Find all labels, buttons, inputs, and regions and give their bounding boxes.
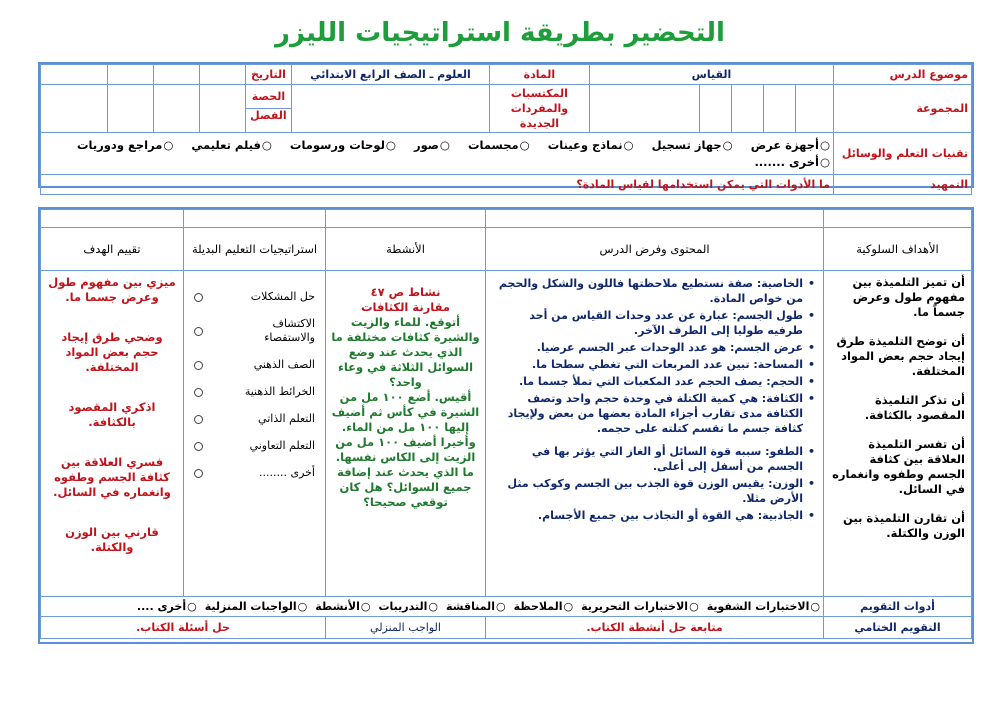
- content-item: • المساحة: تبين عدد المربعات التي تغطي سطحا ما.: [494, 357, 815, 372]
- content-item: • الطفو: سببه قوة السائل أو الغاز التي يؤثر بها في الجسم من أسفل إلى أعلى.: [494, 444, 815, 474]
- col-evaluation: تقييم الهدف: [41, 228, 184, 271]
- spacer-cell: [486, 210, 824, 228]
- goal-item: أن تقارن التلميذة بين الوزن والكتلة.: [843, 511, 965, 540]
- goal-item: أن تفسر التلميذة العلاقة بين كثافة الجسم وطفوه وانغماره في السائل.: [832, 437, 965, 496]
- goal-item: أن تميز التلميذة بين مفهوم طول وعرض جسماً ما.: [852, 275, 965, 319]
- material-value: العلوم ـ الصف الرابع الابتدائي: [291, 65, 489, 85]
- period-class-labels: [245, 85, 291, 133]
- strategy-item[interactable]: [194, 385, 315, 399]
- intro-value: ما الأدوات التي يمكن استخدامها لقياس المادة؟: [41, 175, 834, 195]
- strategy-item[interactable]: [194, 466, 315, 480]
- activity-line: ما الذي يحدث عند إضافة جميع السوائل؟ هل كان توقعي صحيحا؟: [337, 465, 474, 509]
- content-item: • عرض الجسم: هو عدد الوحدات عبر الجسم عرضيا.: [494, 340, 815, 355]
- group-cell[interactable]: [764, 85, 796, 133]
- class-label: الفصل: [250, 109, 287, 122]
- content-cell: [486, 271, 824, 597]
- period-cell[interactable]: [41, 85, 108, 133]
- bullet-icon: [194, 469, 203, 478]
- activities-cell: [326, 271, 486, 597]
- homework-label: الواجب المنزلي: [326, 617, 486, 639]
- col-content: المحتوى وفرض الدرس: [486, 228, 824, 271]
- bullet-icon: [194, 327, 203, 336]
- content-item: • الحجم: يصف الحجم عدد المكعبات التي تملأ جسما ما.: [494, 374, 815, 389]
- bullet-icon: [194, 361, 203, 370]
- activity-line: وأخيرا أضيف ١٠٠ مل من الزيت إلى الكاس نفسها.: [335, 435, 476, 464]
- strategy-item[interactable]: [194, 439, 315, 453]
- evaluation-item: فسري العلاقة بين كثافة الجسم وطفوه وانغماره في السائل.: [53, 455, 171, 499]
- group-cell[interactable]: [589, 85, 699, 133]
- strategy-label: الخرائط الذهنية: [244, 385, 315, 398]
- evaluation-list: [47, 275, 177, 555]
- bullet-icon: [194, 442, 203, 451]
- tool-homework[interactable]: ○ الواجبات المنزلية: [205, 600, 308, 613]
- activity-line: أتوقع. للماء والزيت والشيرة كثافات مختلفة ما الذي يحدث عند وضع السوائل الثلاثة في وعاء واحد؟: [331, 315, 480, 389]
- spacer-cell: [326, 210, 486, 228]
- material-label: المادة: [489, 65, 589, 85]
- evaluation-item: وضحي طرق إيجاد حجم بعض المواد المختلفة.: [61, 330, 163, 374]
- period-label: الحصة: [246, 90, 291, 109]
- main-frame: [38, 207, 974, 644]
- subject-value: القياس: [589, 65, 833, 85]
- date-label: التاريخ: [245, 65, 291, 85]
- content-item: • الخاصية: صفة نستطيع ملاحظتها فاللون والشكل والحجم من خواص المادة.: [494, 276, 815, 306]
- page-title: التحضير بطريقة استراتيجيات الليزر: [275, 18, 725, 48]
- activity-subtitle: مقارنة الكثافات: [361, 300, 450, 314]
- bullet-icon: [194, 293, 203, 302]
- goals-cell: [824, 271, 972, 597]
- goals-list: [830, 275, 965, 541]
- tool-observation[interactable]: ○ الملاحظة: [514, 600, 574, 613]
- group-label: المجموعة: [834, 85, 972, 133]
- intro-label: التمهيد: [834, 175, 972, 195]
- option-film[interactable]: ○ فيلم تعليمي: [191, 138, 272, 152]
- strategy-item[interactable]: [194, 358, 315, 372]
- goal-item: أن توضح التلميذة طرق إيجاد حجم بعض المواد المختلفة.: [836, 334, 965, 378]
- vocab-value[interactable]: [291, 85, 489, 133]
- option-references[interactable]: ○ مراجع ودوريات: [77, 138, 173, 152]
- tech-options: [44, 138, 830, 169]
- tool-exercises[interactable]: ○ التدريبات: [379, 600, 439, 613]
- bullet-icon: [194, 388, 203, 397]
- activity-line: أقيس. أضع ١٠٠ مل من الشيرة في كأس ثم أضيف إليها ١٠٠ مل من الماء.: [331, 390, 480, 434]
- header-frame: [38, 62, 974, 191]
- goal-item: أن تذكر التلميذة المقصود بالكثافة.: [864, 393, 965, 422]
- option-models[interactable]: ○ مجسمات: [468, 138, 530, 152]
- evaluation-item: اذكري المقصود بالكثافة.: [68, 400, 156, 429]
- option-samples[interactable]: ○ نماذج وعينات: [548, 138, 634, 152]
- strategy-label: الصف الذهني: [253, 358, 315, 371]
- tools-options: [44, 600, 820, 613]
- tool-other[interactable]: ○ أخرى ....: [137, 600, 197, 613]
- final-label: التقويم الختامي: [824, 617, 972, 639]
- spacer-cell: [184, 210, 326, 228]
- spacer-cell: [824, 210, 972, 228]
- evaluation-cell: [41, 271, 184, 597]
- col-strategies: استراتيجيات التعليم البديلة: [184, 228, 326, 271]
- period-cell[interactable]: [153, 85, 199, 133]
- option-other[interactable]: ○ أخرى .......: [754, 155, 830, 169]
- strategy-label: أخرى ........: [258, 466, 315, 479]
- vocab-label: المكتسبات والمفردات الجديدة: [489, 85, 589, 133]
- tech-options-cell: [41, 133, 834, 175]
- date-cell[interactable]: [41, 65, 108, 85]
- strategies-list: [194, 290, 315, 480]
- strategies-cell: [184, 271, 326, 597]
- header-table: [40, 64, 972, 195]
- activity-title: نشاط ص ٤٧: [370, 285, 441, 299]
- col-goals: الأهداف السلوكية: [824, 228, 972, 271]
- group-cell[interactable]: [796, 85, 834, 133]
- strategy-label: حل المشكلات: [250, 290, 315, 303]
- date-cell[interactable]: [107, 65, 153, 85]
- strategy-item[interactable]: [194, 412, 315, 426]
- main-table: [40, 209, 972, 639]
- tools-cell: [41, 597, 824, 617]
- group-cell[interactable]: [700, 85, 732, 133]
- tool-activities[interactable]: ○ الأنشطة: [315, 600, 370, 613]
- tool-oral[interactable]: ○ الاختبارات الشفوية: [707, 600, 820, 613]
- content-item: • طول الجسم: عبارة عن عدد وحدات القياس من أحد طرفيه طوليا إلى الطرف الآخر.: [494, 308, 815, 338]
- subject-label: موضوع الدرس: [834, 65, 972, 85]
- content-item: • الجاذبية: هي القوة أو التجاذب بين جميع الأجسام.: [494, 508, 815, 523]
- period-cell[interactable]: [199, 85, 245, 133]
- spacer-cell: [41, 210, 184, 228]
- col-activities: الأنشطة: [326, 228, 486, 271]
- homework-value: حل أسئلة الكتاب.: [41, 617, 326, 639]
- tech-label: تقنيات التعلم والوسائل: [834, 133, 972, 175]
- strategy-label: الاكتشاف والاستقصاء: [264, 317, 315, 344]
- strategy-label: التعلم الذاتي: [258, 412, 315, 425]
- group-cell[interactable]: [732, 85, 764, 133]
- date-cell[interactable]: [199, 65, 245, 85]
- strategy-item[interactable]: [194, 317, 315, 345]
- final-value: متابعة حل أنشطة الكتاب.: [486, 617, 824, 639]
- tool-written[interactable]: ○ الاختبارات التحريرية: [581, 600, 699, 613]
- bullet-icon: [194, 415, 203, 424]
- option-projectors[interactable]: ○ أجهزة عرض: [751, 138, 830, 152]
- strategy-label: التعلم التعاوني: [249, 439, 315, 452]
- evaluation-item: قارني بين الوزن والكتلة.: [65, 525, 159, 554]
- content-list: [494, 276, 815, 523]
- period-cell[interactable]: [107, 85, 153, 133]
- content-item: • الكثافة: هي كمية الكتلة في وحدة حجم واحد وتصف الكثافة مدى تقارب أجزاء المادة بعضها من بعض ولإيجاد كثافة جسم ما تقسم كتلته على حجمه.: [494, 391, 815, 436]
- content-item: • الوزن: يقيس الوزن قوة الجذب بين الجسم وكوكب مثل الأرض مثلا.: [494, 476, 815, 506]
- option-recorder[interactable]: ○ جهاز تسجيل: [652, 138, 733, 152]
- date-cell[interactable]: [153, 65, 199, 85]
- option-images[interactable]: ○ صور: [414, 138, 450, 152]
- option-boards[interactable]: ○ لوحات ورسومات: [290, 138, 396, 152]
- strategy-item[interactable]: [194, 290, 315, 304]
- tools-label: أدوات التقويم: [824, 597, 972, 617]
- tool-discussion[interactable]: ○ المناقشة: [446, 600, 506, 613]
- evaluation-item: ميزي بين مفهوم طول وعرض جسما ما.: [48, 275, 176, 304]
